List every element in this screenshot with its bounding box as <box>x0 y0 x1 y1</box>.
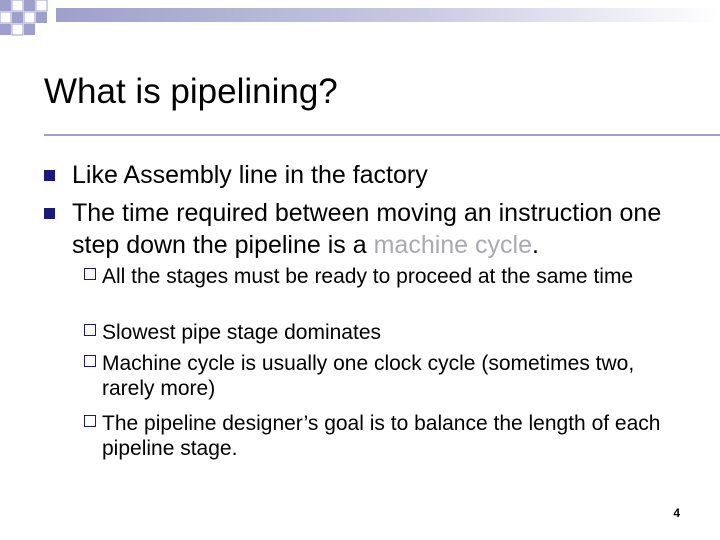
deco-square <box>24 12 35 23</box>
square-bullet-icon <box>44 170 55 181</box>
corner-decoration <box>0 0 720 44</box>
bullet-text-part: . <box>532 231 539 259</box>
slide-title: What is pipelining? <box>44 72 338 111</box>
sub-bullet-text: Machine cycle is usually one clock cycle (sometimes two, rarely more) <box>102 352 635 400</box>
hollow-square-bullet-icon <box>84 415 96 427</box>
deco-band <box>56 8 720 22</box>
deco-square <box>0 12 11 23</box>
deco-square <box>36 0 47 11</box>
highlighted-term: machine cycle <box>373 231 532 259</box>
deco-square <box>12 12 23 23</box>
deco-square <box>24 0 35 11</box>
deco-square <box>24 24 35 35</box>
bullet-text: Like Assembly line in the factory <box>72 161 428 189</box>
deco-square <box>0 24 11 35</box>
square-bullet-icon <box>44 208 55 219</box>
deco-square <box>12 0 23 11</box>
bullet-text-part: The time required between moving an instruction one step down the pipeline is a <box>72 199 662 259</box>
page-number: 4 <box>673 506 680 520</box>
bullet-text <box>72 197 692 261</box>
title-divider <box>44 134 720 136</box>
sub-bullet-text: All the stages must be ready to proceed at the same time <box>102 265 634 288</box>
deco-square <box>12 24 23 35</box>
hollow-square-bullet-icon <box>84 355 96 367</box>
sub-bullet-text: The pipeline designer’s goal is to balance the length of each pipeline stage. <box>102 412 661 460</box>
sub-bullet-text: Slowest pipe stage dominates <box>102 321 381 344</box>
deco-square <box>0 0 11 11</box>
hollow-square-bullet-icon <box>84 324 96 336</box>
deco-square <box>36 12 47 23</box>
hollow-square-bullet-icon <box>84 268 96 280</box>
